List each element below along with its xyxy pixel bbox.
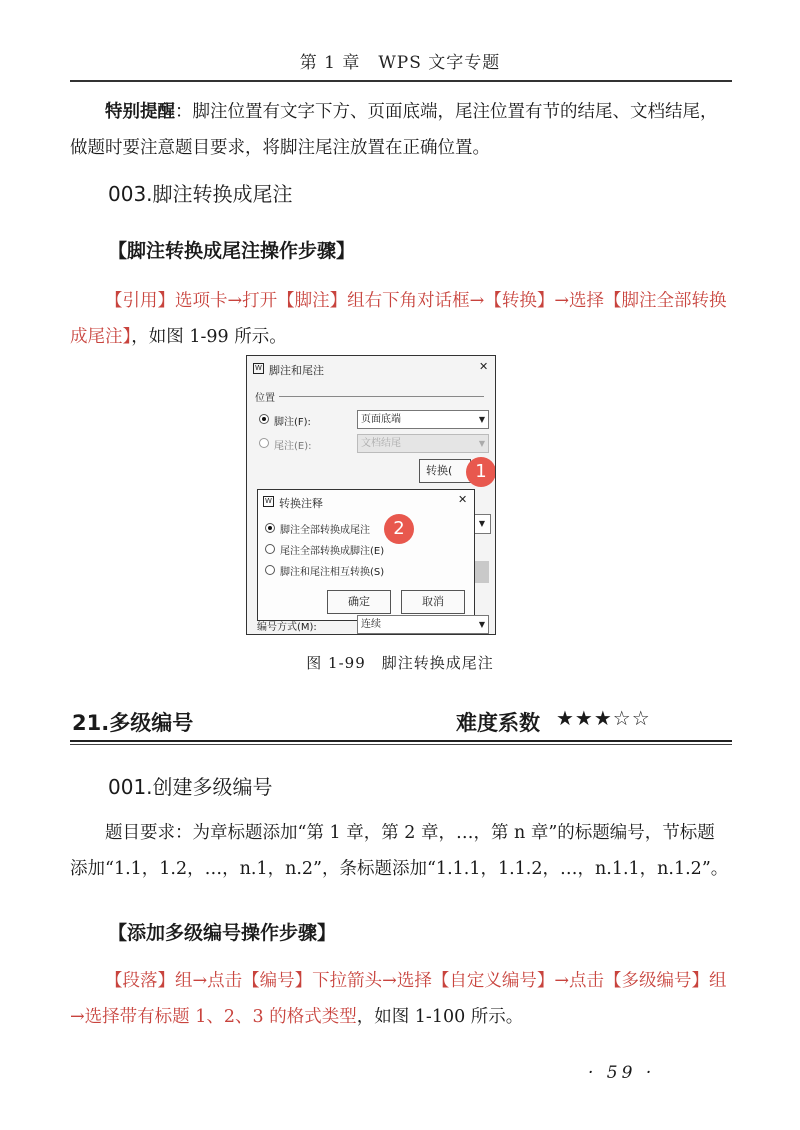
chevron-down-icon: ▼ [473, 514, 491, 534]
wps-logo-icon: W [263, 496, 274, 507]
section-title: 21.多级编号 [72, 711, 194, 735]
option-footnote-to-endnote-radio[interactable] [265, 523, 275, 533]
steps-heading-001: 【添加多级编号操作步骤】 [108, 922, 337, 944]
header-divider [70, 80, 732, 82]
option-swap-notes[interactable]: 脚注和尾注相互转换(S) [280, 567, 385, 578]
convert-notes-dialog [257, 489, 475, 621]
subsection-heading-001: 001.创建多级编号 [108, 775, 273, 799]
figure-1-99-screenshot [246, 355, 496, 635]
group-divider [279, 396, 484, 397]
chevron-down-icon: ▼ [478, 439, 485, 448]
instruction-black-text: ，如图 1-100 所示。 [356, 1007, 524, 1027]
figure-caption: 图 1-99 脚注转换成尾注 [306, 654, 494, 672]
instruction-red-text: 【引用】选项卡→打开【脚注】组右下角对话框→【转换】→选择【脚注全部转换成尾注】 [70, 291, 727, 347]
hidden-field-fragment [475, 561, 489, 583]
steps-heading-003: 【脚注转换成尾注操作步骤】 [108, 240, 356, 262]
footnote-position-value: 页面底端 [361, 414, 401, 425]
chevron-down-icon: ▼ [478, 415, 485, 424]
inner-dialog-title: 转换注释 [279, 497, 323, 510]
ok-button[interactable]: 确定 [327, 590, 391, 614]
convert-button[interactable]: 转换( [419, 459, 471, 483]
subsection-heading-003: 003.脚注转换成尾注 [108, 182, 293, 206]
numbering-label: 编号方式(M): [257, 622, 317, 633]
instruction-paragraph-001 [70, 963, 732, 1035]
option-swap-notes-radio[interactable] [265, 565, 275, 575]
dialog-title: 脚注和尾注 [269, 364, 324, 377]
section-divider-thin [70, 744, 732, 745]
running-header: 第 1 章 WPS 文字专题 [299, 53, 501, 73]
endnote-position-value: 文档结尾 [361, 438, 401, 449]
cancel-button[interactable]: 取消 [401, 590, 465, 614]
requirement-paragraph: 题目要求：为章标题添加“第 1 章，第 2 章，…，第 n 章”的标题编号，节标题添加“1.1，1.2，…，n.1，n.2”，条标题添加“1.1.1，1.1.2，…，n.1.1，n.1.2”。 [70, 823, 729, 879]
step-badge-2: 2 [384, 514, 414, 544]
tip-label: 特别提醒 [105, 102, 175, 122]
instruction-red-text: 【段落】组→点击【编号】下拉箭头→选择【自定义编号】→点击【多级编号】组→选择带有标题 1、2、3 的格式类型 [70, 971, 727, 1027]
step-badge-1: 1 [466, 457, 496, 487]
difficulty-stars: ★★★☆☆ [556, 706, 651, 730]
option-endnote-to-footnote-radio[interactable] [265, 544, 275, 554]
difficulty-label: 难度系数 [456, 711, 540, 735]
section-divider-thick [70, 740, 732, 742]
numbering-select[interactable] [357, 615, 489, 634]
endnote-label: 尾注(E): [274, 441, 312, 452]
endnote-radio[interactable] [259, 438, 269, 448]
footnote-label: 脚注(F): [274, 417, 311, 428]
instruction-black-text: ，如图 1-99 所示。 [131, 327, 287, 347]
tip-text: ：脚注位置有文字下方、页面底端，尾注位置有节的结尾、文档结尾，做题时要注意题目要求，将脚注尾注放置在正确位置。 [70, 102, 718, 158]
option-footnote-to-endnote[interactable]: 脚注全部转换成尾注 [280, 525, 370, 536]
option-endnote-to-footnote[interactable]: 尾注全部转换成脚注(E) [280, 546, 385, 557]
position-group-label: 位置 [255, 393, 275, 404]
footnote-position-select[interactable] [357, 410, 489, 429]
wps-logo-icon: W [253, 363, 264, 374]
tip-paragraph [70, 94, 732, 166]
instruction-paragraph-003 [70, 283, 732, 355]
numbering-value: 连续 [361, 619, 381, 630]
close-icon[interactable]: ✕ [458, 493, 468, 506]
page-number: · 59 · [588, 1063, 656, 1083]
chevron-down-icon: ▼ [478, 620, 485, 629]
footnote-radio[interactable] [259, 414, 269, 424]
endnote-position-select[interactable] [357, 434, 489, 453]
close-icon[interactable]: ✕ [479, 360, 489, 373]
